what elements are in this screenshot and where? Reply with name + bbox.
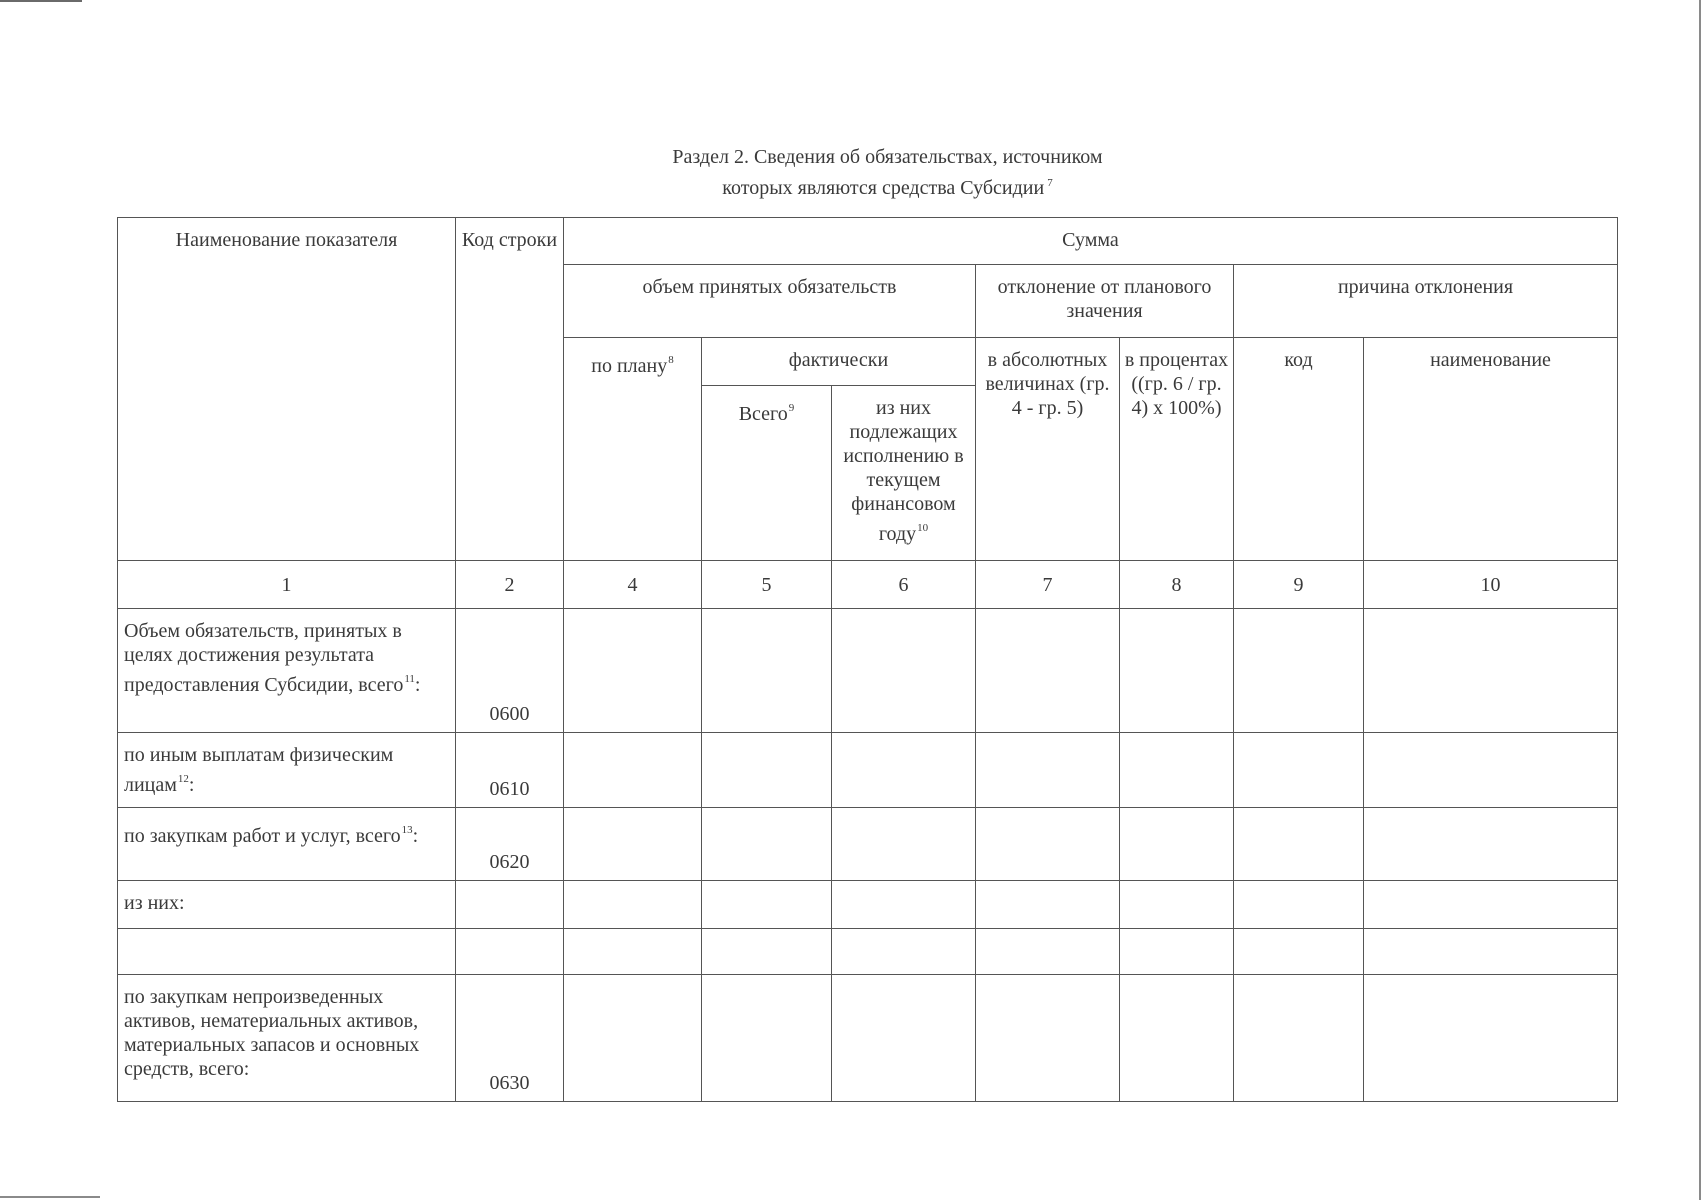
row-code: 0610	[456, 733, 564, 808]
cell-reason-name	[1364, 808, 1618, 881]
cell-actual-total	[702, 975, 832, 1102]
header-actual: фактически	[702, 338, 976, 386]
cell-reason-code	[1234, 975, 1364, 1102]
header-reason: причина отклонения	[1234, 265, 1618, 338]
footnote-marker: 9	[788, 402, 795, 414]
header-row-code: Код строки	[456, 218, 564, 561]
cell-actual-current-year	[832, 733, 976, 808]
header-deviation-percent: в процентах ((гр. 6 / гр. 4) х 100%)	[1120, 338, 1234, 561]
scan-edge-mark	[0, 0, 82, 2]
header-deviation-absolute: в абсолютных величинах (гр. 4 - гр. 5)	[976, 338, 1120, 561]
cell-actual-total	[702, 881, 832, 929]
header-deviation: отклонение от планового значения	[976, 265, 1234, 338]
footnote-marker: 11	[404, 673, 415, 685]
column-number: 2	[456, 561, 564, 609]
cell-by-plan	[564, 975, 702, 1102]
cell-deviation-percent	[1120, 975, 1234, 1102]
table-row	[118, 733, 1618, 808]
row-code: 0600	[456, 609, 564, 733]
header-indicator-name: Наименование показателя	[118, 218, 456, 561]
cell-reason-name	[1364, 881, 1618, 929]
header-by-plan: по плану$^8$	[564, 338, 702, 561]
header-reason-code: код	[1234, 338, 1364, 561]
title-footnote: 7	[1047, 177, 1053, 189]
cell-reason-name	[1364, 929, 1618, 975]
cell-deviation-absolute	[976, 881, 1120, 929]
row-code	[456, 881, 564, 929]
cell-deviation-percent	[1120, 808, 1234, 881]
header-actual-total: Всего$^9$	[702, 386, 832, 561]
column-number: 8	[1120, 561, 1234, 609]
header-reason-name: наименование	[1364, 338, 1618, 561]
footnote-marker: 13	[401, 824, 413, 836]
footnote-marker: 12	[177, 773, 189, 785]
header-sum: Сумма	[564, 218, 1618, 265]
cell-actual-total	[702, 929, 832, 975]
table-row	[118, 808, 1618, 881]
indicator-name	[118, 929, 456, 975]
table-row	[118, 975, 1618, 1102]
cell-reason-code	[1234, 929, 1364, 975]
section-title-line1: Раздел 2. Сведения об обязательствах, источником	[672, 146, 1103, 168]
section-title-line2: которых являются средства Субсидии $^7$	[722, 177, 1053, 199]
header-obligations-volume: объем принятых обязательств	[564, 265, 976, 338]
row-code: 0630	[456, 975, 564, 1102]
table-row	[118, 609, 1618, 733]
column-number: 10	[1364, 561, 1618, 609]
column-number: 7	[976, 561, 1120, 609]
cell-by-plan	[564, 733, 702, 808]
cell-by-plan	[564, 808, 702, 881]
cell-deviation-absolute	[976, 929, 1120, 975]
cell-reason-code	[1234, 733, 1364, 808]
table-row	[118, 929, 1618, 975]
cell-actual-current-year	[832, 808, 976, 881]
obligations-table	[117, 217, 1618, 1102]
cell-deviation-percent	[1120, 609, 1234, 733]
column-number: 4	[564, 561, 702, 609]
column-number: 1	[118, 561, 456, 609]
cell-reason-name	[1364, 609, 1618, 733]
footnote-marker: 10	[917, 522, 929, 534]
cell-deviation-absolute	[976, 808, 1120, 881]
cell-reason-code	[1234, 808, 1364, 881]
cell-actual-current-year	[832, 975, 976, 1102]
cell-reason-code	[1234, 881, 1364, 929]
table-row	[118, 881, 1618, 929]
cell-actual-current-year	[832, 881, 976, 929]
scan-edge-mark	[1699, 0, 1701, 1200]
indicator-name: из них:	[118, 881, 456, 929]
row-code: 0620	[456, 808, 564, 881]
cell-deviation-percent	[1120, 881, 1234, 929]
cell-deviation-absolute	[976, 733, 1120, 808]
header-actual-current-year: из них подлежащих исполнению в текущем финансовом году$^{10}$	[832, 386, 976, 561]
cell-reason-name	[1364, 733, 1618, 808]
cell-actual-total	[702, 609, 832, 733]
cell-by-plan	[564, 929, 702, 975]
column-number: 5	[702, 561, 832, 609]
cell-actual-total	[702, 733, 832, 808]
cell-actual-current-year	[832, 609, 976, 733]
cell-deviation-absolute	[976, 975, 1120, 1102]
row-code	[456, 929, 564, 975]
cell-deviation-percent	[1120, 733, 1234, 808]
cell-actual-current-year	[832, 929, 976, 975]
cell-reason-name	[1364, 975, 1618, 1102]
cell-deviation-percent	[1120, 929, 1234, 975]
indicator-name: по закупкам непроизведенных активов, нематериальных активов, материальных запасов и основных средств, всего:	[118, 975, 456, 1102]
cell-deviation-absolute	[976, 609, 1120, 733]
column-number: 6	[832, 561, 976, 609]
cell-by-plan	[564, 609, 702, 733]
cell-actual-total	[702, 808, 832, 881]
column-number: 9	[1234, 561, 1364, 609]
cell-by-plan	[564, 881, 702, 929]
footnote-marker: 8	[668, 354, 674, 366]
indicator-name: Объем обязательств, принятых в целях достижения результата предоставления Субсидии, всего$^{11}$:	[118, 609, 456, 733]
scan-edge-mark	[0, 1196, 100, 1198]
section-title	[500, 144, 1275, 201]
indicator-name: по закупкам работ и услуг, всего$^{13}$:	[118, 808, 456, 881]
indicator-name: по иным выплатам физическим лицам$^{12}$:	[118, 733, 456, 808]
column-numbers-row	[118, 561, 1618, 609]
cell-reason-code	[1234, 609, 1364, 733]
